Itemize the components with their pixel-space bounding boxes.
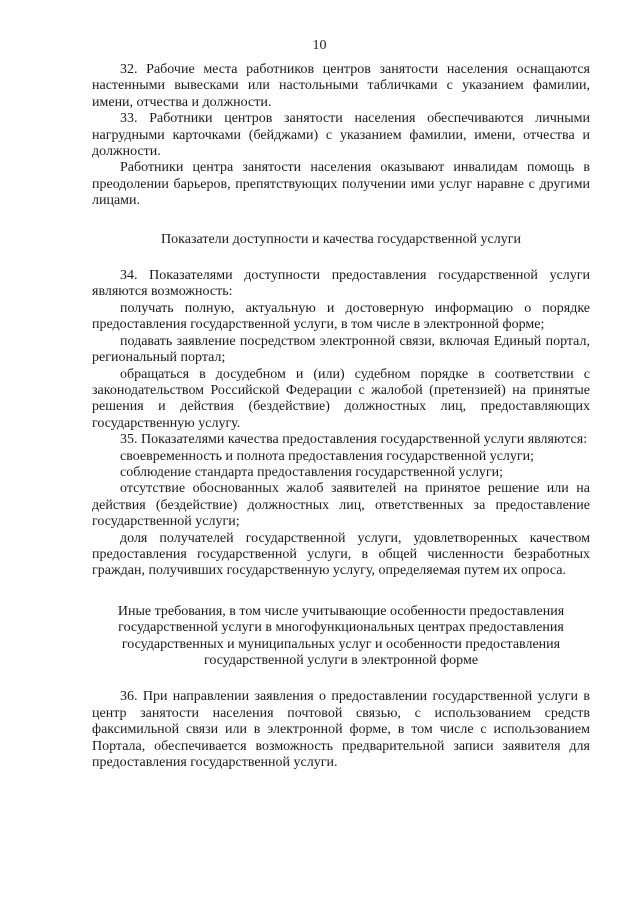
paragraph: обращаться в досудебном и (или) судебном порядке в соответствии с законодательством Российской Федерации с жалобой (претензией) на принятые решения и действия (бездействие) должностных лиц, предоставляющих государственную услугу. — [92, 366, 590, 431]
paragraph: доля получателей государственной услуги, удовлетворенных качеством предоставления государственной услуги, в общей численности безработных граждан, получивших государственную услугу, определяемая путем их опроса. — [92, 530, 590, 579]
document-body — [92, 62, 590, 771]
section-heading: Показатели доступности и качества государственной услуги — [161, 231, 521, 247]
paragraph: 34. Показателями доступности предоставления государственной услуги являются возможность: — [92, 268, 590, 300]
paragraph: получать полную, актуальную и достоверную информацию о порядке предоставления государственной услуги, в том числе в электронной форме; — [92, 300, 590, 333]
section-heading: Иные требования, в том числе учитывающие особенности предоставления государственной услуги в многофункциональных центрах предоставления государственных и муниципальных услуг и особенности предоставления государственной услуги в электронной форме — [117, 603, 565, 668]
paragraph: отсутствие обоснованных жалоб заявителей на принятое решение или на действия (бездействие) должностных лиц, ответственных за предоставление государственной услуги; — [92, 481, 590, 530]
paragraph: своевременность и полнота предоставления государственной услуги; — [120, 448, 535, 464]
paragraph: 36. При направлении заявления о предоставлении государственной услуги в центр занятости населения почтовой связью, с использованием средств факсимильной связи или в электронной форме, в том числе с использованием Портала, обеспечивается возможность предварительной записи заявителя для предоставления государственной услуги. — [92, 689, 590, 771]
paragraph: 33. Работники центров занятости населения обеспечиваются личными нагрудными карточками (бейджами) с указанием фамилии, имени, отчества и должности. — [92, 111, 590, 160]
paragraph: 32. Рабочие места работников центров занятости населения оснащаются настенными вывесками или настольными табличками с указанием фамилии, имени, отчества и должности. — [92, 62, 590, 110]
paragraph: Работники центра занятости населения оказывают инвалидам помощь в преодолении барьеров, препятствующих получении ими услуг наравне с другими лицами. — [92, 160, 590, 209]
paragraph: 35. Показателями качества предоставления государственной услуги являются: — [120, 432, 588, 448]
paragraph: подавать заявление посредством электронной связи, включая Единый портал, региональный портал; — [92, 333, 590, 366]
page-number: 10 — [312, 38, 327, 53]
paragraph: соблюдение стандарта предоставления государственной услуги; — [120, 464, 503, 480]
